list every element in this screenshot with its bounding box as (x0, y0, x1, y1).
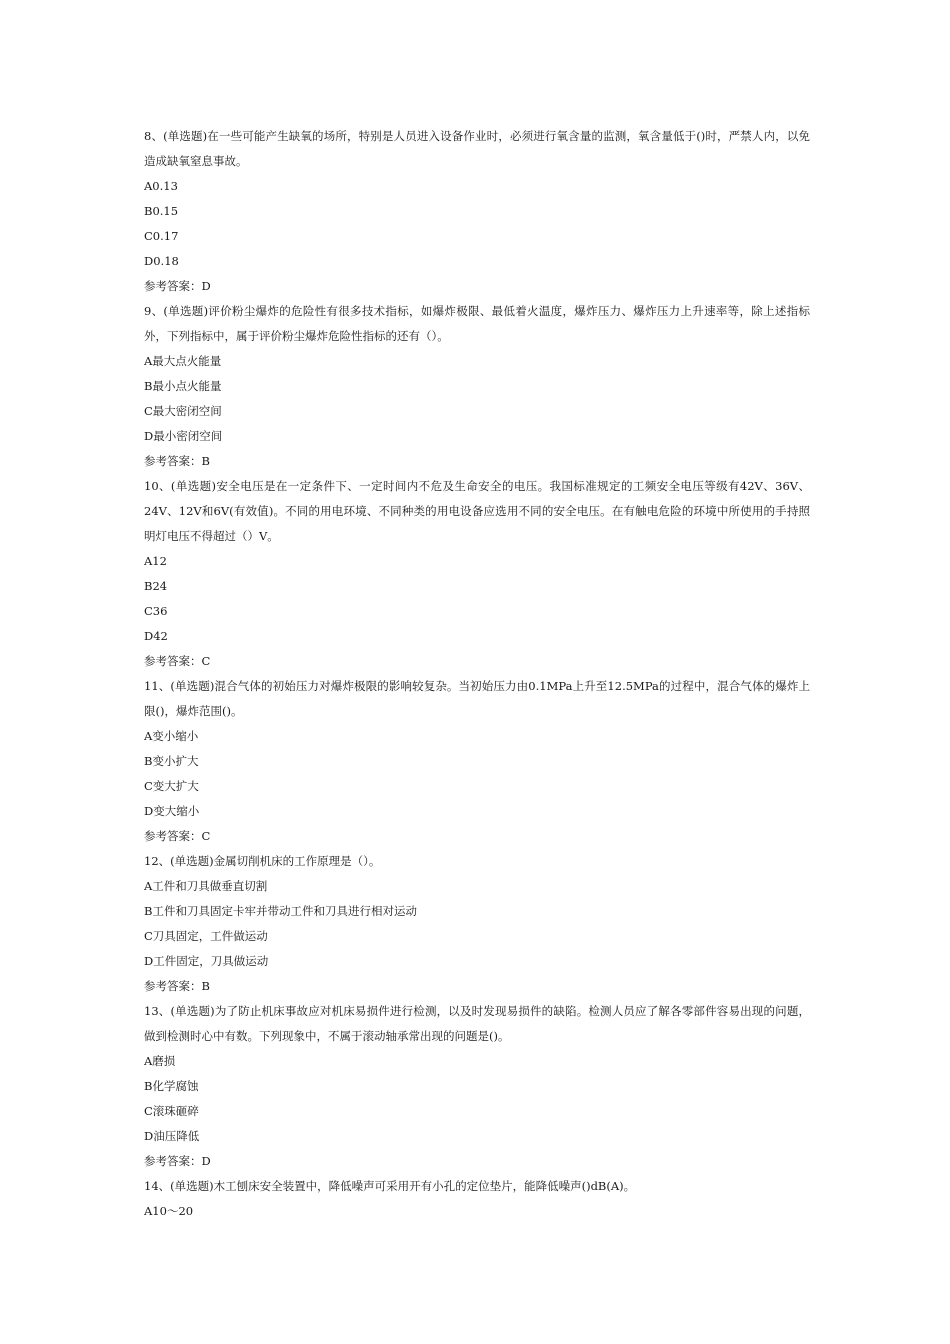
question-12 (144, 849, 810, 999)
question-text: 8、(单选题)在一些可能产生缺氧的场所，特别是人员进入设备作业时，必须进行氧含量的监测，氧含量低于()时，严禁人内，以免造成缺氧窒息事故。 (144, 129, 810, 168)
option-a: A12 (144, 554, 167, 568)
answer: 参考答案：D (144, 1154, 211, 1168)
option-d: D0.18 (144, 254, 179, 268)
option-a: A10～20 (144, 1204, 194, 1218)
question-11 (144, 674, 810, 849)
option-a: A0.13 (144, 179, 178, 193)
option-d: D最小密闭空间 (144, 429, 223, 443)
option-d: D42 (144, 629, 168, 643)
option-b: B化学腐蚀 (144, 1079, 199, 1093)
question-13 (144, 999, 810, 1174)
option-c: C0.17 (144, 229, 179, 243)
answer: 参考答案：B (144, 454, 210, 468)
option-b: B最小点火能量 (144, 379, 222, 393)
question-14 (144, 1174, 810, 1224)
answer: 参考答案：B (144, 979, 210, 993)
question-text: 14、(单选题)木工刨床安全装置中，降低噪声可采用开有小孔的定位垫片，能降低噪声()dB(A)。 (144, 1179, 636, 1193)
option-a: A磨损 (144, 1054, 176, 1068)
answer: 参考答案：C (144, 829, 211, 843)
option-d: D工件固定，刀具做运动 (144, 954, 269, 968)
question-text: 10、(单选题)安全电压是在一定条件下、一定时间内不危及生命安全的电压。我国标准规定的工频安全电压等级有42V、36V、24V、12V和6V(有效值)。不同的用电环境、不同种类的用电设备应选用不同的安全电压。在有触电危险的环境中所使用的手持照明灯电压不得超过（）V。 (144, 479, 810, 543)
option-a: A工件和刀具做垂直切割 (144, 879, 268, 893)
option-d: D油压降低 (144, 1129, 200, 1143)
option-d: D变大缩小 (144, 804, 200, 818)
option-b: B0.15 (144, 204, 179, 218)
answer: 参考答案：C (144, 654, 211, 668)
option-a: A最大点火能量 (144, 354, 222, 368)
option-c: C刀具固定，工件做运动 (144, 929, 268, 943)
option-c: C最大密闭空间 (144, 404, 222, 418)
option-c: C变大扩大 (144, 779, 199, 793)
option-c: C滚珠砸碎 (144, 1104, 199, 1118)
option-a: A变小缩小 (144, 729, 199, 743)
answer: 参考答案：D (144, 279, 211, 293)
question-10 (144, 474, 810, 674)
option-b: B24 (144, 579, 168, 593)
question-text: 9、(单选题)评价粉尘爆炸的危险性有很多技术指标，如爆炸极限、最低着火温度，爆炸压力、爆炸压力上升速率等，除上述指标外，下列指标中，属于评价粉尘爆炸危险性指标的还有（）。 (144, 304, 810, 343)
question-text: 12、(单选题)金属切削机床的工作原理是（）。 (144, 854, 381, 868)
question-text: 13、(单选题)为了防止机床事故应对机床易损件进行检测，以及时发现易损件的缺陷。检测人员应了解各零部件容易出现的问题，做到检测时心中有数。下列现象中，不属于滚动轴承常出现的问题是()。 (144, 1004, 810, 1043)
option-c: C36 (144, 604, 168, 618)
document-page (144, 124, 810, 1224)
option-b: B变小扩大 (144, 754, 199, 768)
question-8 (144, 124, 810, 299)
question-text: 11、(单选题)混合气体的初始压力对爆炸极限的影响较复杂。当初始压力由0.1MPa上升至12.5MPa的过程中，混合气体的爆炸上限()，爆炸范围()。 (144, 679, 810, 718)
option-b: B工件和刀具固定卡牢并带动工件和刀具进行相对运动 (144, 904, 417, 918)
question-9 (144, 299, 810, 474)
